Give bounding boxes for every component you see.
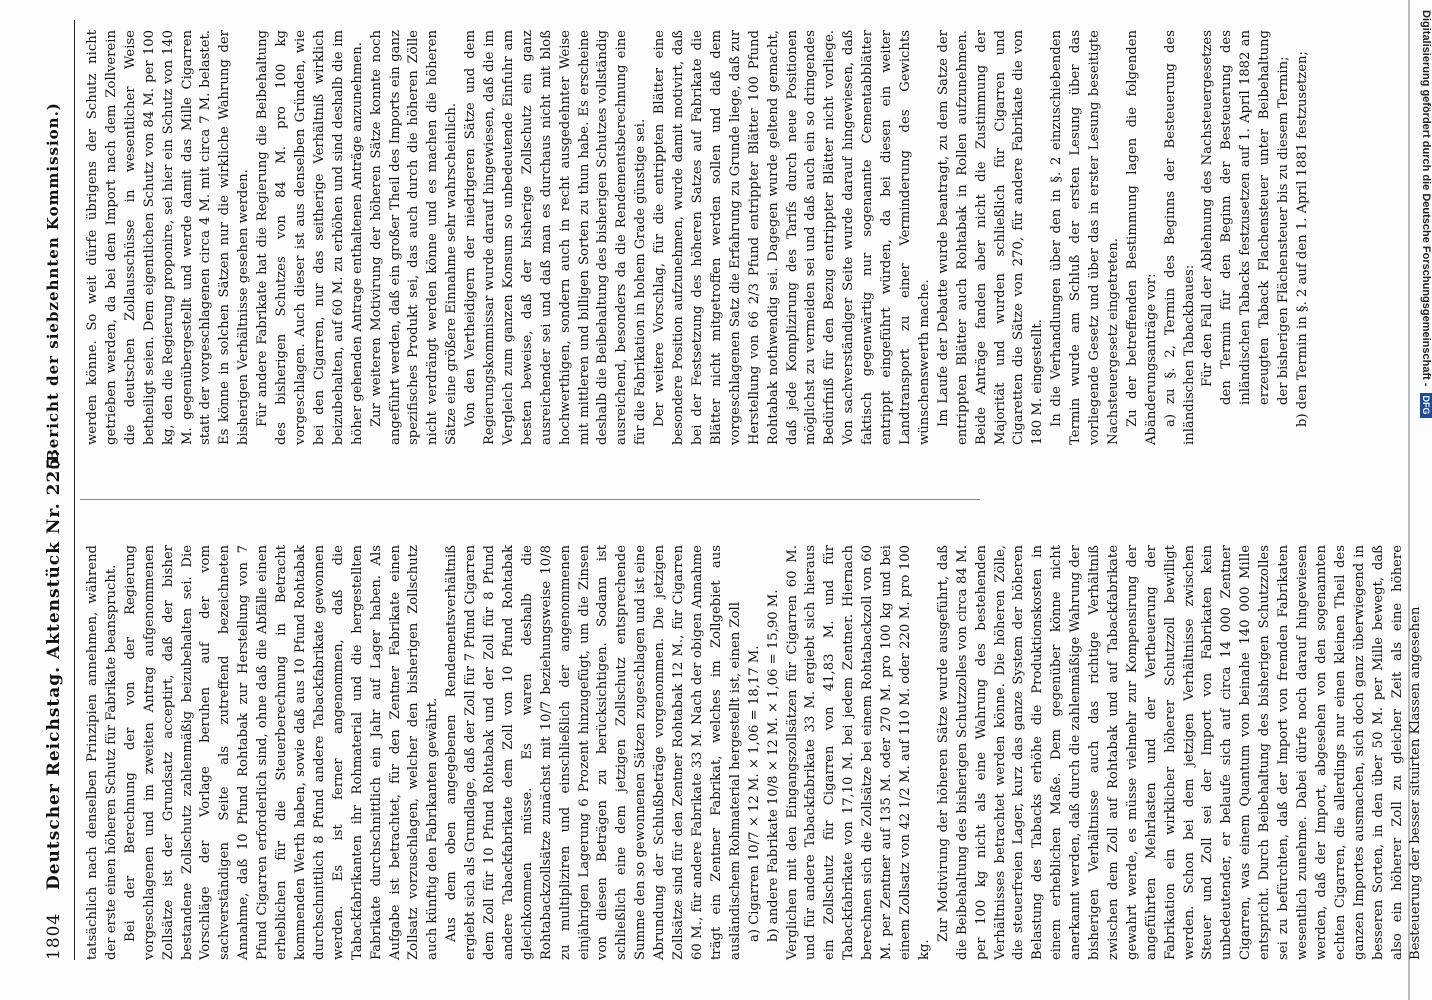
list-item: b) den Termin in §. 2 auf den 1. April 1881 festzusetzen; bbox=[1295, 51, 1310, 427]
right-column bbox=[84, 30, 1313, 445]
paragraph: werden könne. So weit dürfe übrigens der Schutz nicht getrieben werden, da bei dem Import nach dem Zollverein die deutschen Zollausschüsse in wesentlicher Weise betheiligt seien. Dem eigentlichen Schutz von 84 M. per 100 kg, den die Regierung proponire, sei hier ein Schutz von 140 M. gegenübergestellt und werde damit das Mille Cigarren statt der vorgeschlagenen circa 4 M. mit circa 7 M. belastet. Es könne in solchen Sätzen nur die wirkliche Wahrung der bisherigen Verhältnisse gesehen werden. bbox=[85, 30, 252, 445]
formula-line: a) Cigarren 10/7 × 12 M. × 1,06 = 18,17 M. bbox=[746, 645, 762, 942]
header-left-title: Deutscher Reichstag. Aktenstück Nr. 225. bbox=[44, 449, 64, 890]
digitization-footer bbox=[1420, 10, 1432, 418]
paragraph: Bei der Berechnung der von der Regierung vorgeschlagenen und im zweiten Antrag aufgenommenen Zollsätze ist der Grundsatz acceptirt, daß der bisher bestandene Zollschutz zahlenmäßig beizubehalten sei. Die Vorschläge der Vorlage beruhen auf der vom sachverständigen Seite als zutreffend bezeichneten Annahme, daß 10 Pfund Rohtabak zur Herstellung von 7 Pfund Cigarren erforderlich sind, ohne daß die Abfälle einen erheblichen für die Steuerberechnung in Betracht kommenden Werth haben, sowie daß aus 10 Pfund Rohtabak durchschnittlich 8 Pfund andere Tabackfabrikate gewonnen werden. Es ist ferner angenommen, daß die Tabackfabrikanten ihr Rohmaterial und die hergestellten Fabrikate durchschnittlich ein Jahr auf Lager haben. Als Aufgabe ist betrachtet, für den Zentner Fabrikate einen Zollsatz vorzuschlagen, welcher den bisherigen Zollschutz auch künftig den Fabrikanten gewährt. bbox=[122, 545, 441, 960]
page-header bbox=[40, 20, 75, 960]
list-item: Für den Fall der Ablehnung des Nachsteuergesetzes den Termin für den Beginn der Besteuerung des inländischen Tabacks festzusetzen auf 1. April 1882 an erzeugten Taback Flachensteuer unter Beibehaltung der bisherigen Flächensteuer bis zu diesem Termin; bbox=[1200, 30, 1292, 405]
footer-text: Digitalisierung gefördert durch die Deutsche Forschungsgemeinschaft - bbox=[1420, 10, 1432, 387]
header-right-title: (Bericht der siebzehnten Kommission.) bbox=[44, 102, 62, 470]
paragraph: Der weitere Vorschlag, für die entrippten Blätter eine besondere Position aufzunehmen, wurde damit motivirt, daß bei der Festsetzung des höheren Satzes auf Fabrikate die Blätter nicht mitgetroffen werden sollen und daß dem vorgeschlagenen Satz die Erfahrung zu Grunde liege, daß zur Herstellung von 66 2/3 Pfund entrippter Blätter 100 Pfund Rohtabak nothwendig sei. Dagegen wurde geltend gemacht, daß jede Komplizirung des Tarifs durch neue Positionen möglichst zu vermeiden sei und daß auch ein so dringendes Bedürfniß für den Bezug entrippter Blätter nicht vorliege. Von sachverständiger Seite wurde darauf hingewiesen, daß faktisch gegenwärtig nur sogenannte Cementabblätter entrippt eingeführt würden, da bei diesen ein weiter Landtransport zu einer Verminderung des Gewichts wünschenswerth mache. bbox=[652, 30, 932, 445]
formula-line: b) andere Fabrikate 10/8 × 12 M. × 1,06 = 15,90 M. bbox=[765, 589, 781, 942]
page-number: 1804 bbox=[44, 912, 64, 960]
paragraph: Im Laufe der Debatte wurde beantragt, zu dem Satze der entrippten Blätter auch Rohtabak in Rollen aufzunehmen. Beide Anträge fanden aber nicht die Zustimmung der Majorität und wurden schließlich für Cigarren und Cigaretten die Sätze von 270, für andere Fabrikate die von 180 M. eingestellt. bbox=[935, 30, 1046, 445]
paragraph: Von den Vertheidigern der niedrigeren Sätze und dem Regierungskommissar wurde darauf hingewiesen, daß die im Vergleich zum ganzen Konsum so unbedeutende Einfuhr am besten beweise, daß der bisherige Zollschutz ein ganz ausreichender sei und daß man es durchaus nicht mit bloß hochwerthigen, sondern auch in recht ausgedehnter Weise mit mittleren und billigen Sorten zu thun habe. Es erscheine deshalb die Beibehaltung des bisherigen Schutzes vollständig ausreichend, besonders da die Rendementsberechnung eine für die Fabrikation in hohem Grade günstige sei. bbox=[463, 30, 649, 445]
paragraph: Zur weiteren Motivirung der höheren Sätze konnte noch angeführt werden, daß ein großer Theil des Imports ein ganz spezifisches Produkt sei, das auch durch die höheren Zölle nicht verdrängt werden könne und es machen die höheren Sätze eine größere Einnahme sehr wahrscheinlich. bbox=[368, 30, 460, 445]
paragraph: Zu der betreffenden Bestimmung lagen die folgenden Abänderungsanträge vor: bbox=[1124, 30, 1159, 445]
paragraph: Aus dem oben angegebenen Rendementsverhältniß ergiebt sich als Grundlage, daß der Zoll für 7 Pfund Cigarren dem Zoll für 10 Pfund Rohtabak und der Zoll für 8 Pfund andere Tabackfabrikate dem Zoll von 10 Pfund Rohtabak gleichkommen müsse. Es waren deshalb die Rohtabackzollsätze zunächst mit 10/7 beziehungsweise 10/8 zu multipliziren und einschließlich der angenommenen einjährigen Lagerung 6 Prozent hinzugefügt, um die Zinsen von diesen Beträgen zu berücksichtigen. Sodann ist schließlich eine dem jetzigen Zollschutz entsprechende Summe den so gewonnenen Sätzen zugeschlagen und ist eine Abrundung der Schlußbeträge vorgenommen. Die jetzigen Zollsätze sind für den Zentner Rohtabak 12 M., für Cigarren 60 M., für andere Fabrikate 33 M. Nach der obigen Annahme trägt ein Zentner Fabrikat, welches im Zollgebiet aus ausländischem Rohmaterial hergestellt ist, einen Zoll bbox=[444, 544, 743, 960]
paragraph: Zur Motivirung der höheren Sätze wurde ausgeführt, daß die Beibehaltung des bisherigen Schutzzolles von circa 84 M. per 100 kg nicht als eine Wahrung des bestehenden Verhältnisses betrachtet werden könne. Die höheren Zölle, die steuerfreien Lager, kurz das ganze System der höheren Belastung des Tabacks erhöhe die Produktionskosten in einem erheblichen Maße. Dem gegenüber könne nicht anerkannt werden, daß durch die zahlenmäßige Wahrung der bisherigen Verhältnisse auch das richtige Verhältniß zwischen dem Zoll auf Rohtabak und auf Tabackfabrikate gewahrt werde, es müsse vielmehr zur Kompensirung der angeführten Mehrlasten und der Vertheuerung der Fabrikation ein wirklicher höherer Schutzzoll bewilligt werden. Schon bei dem jetzigen Verhältnisse zwischen Steuer und Zoll sei der Import von Fabrikaten kein unbedeutender, er belaufe sich auf circa 14 000 Zentner Cigarren, was einem Quantum von beinahe 140 000 Mille entspricht. Durch Beibehaltung des bisherigen Schutzzolles sei zu befürchten, daß der Import von fremden Fabrikaten wesentlich zunehme. Dabei dürfe noch darauf hingewiesen werden, daß der Import, abgesehen von den sogenannten echten Cigarren, die allerdings nur einen kleinen Theil des ganzen Importes ausmachen, sich doch ganz überwiegend in besseren Sorten, in den über 50 M. per Mille bewegt, daß also ein höherer Zoll zu gleicher Zeit als eine höhere Besteuerung der besser situirten Klassen angesehen bbox=[935, 545, 1424, 960]
rotated-page-content bbox=[40, 20, 1424, 960]
paragraph: Für andere Fabrikate hat die Regierung die Beibehaltung des bisherigen Schutzes von 84 M. pro 100 kg vorgeschlagen. Auch dieser ist aus denselben Gründen, wie bei den Cigarren, nur das seitherige Verhältniß wirklich beizubehalten, auf 60 M. zu erhöhen und sind deshalb die im höher gehenden Antrage enthaltenen Anträge anzunehmen. bbox=[255, 30, 365, 445]
paragraph: tatsächlich nach denselben Prinzipien annehmen, während der erste einen höheren Schutz für Fabrikate beansprucht. bbox=[85, 545, 119, 960]
paragraph: Verglichen mit den Eingangszollsätzen für Cigarren 60 M. und für andere Tabackfabrikate 33 M. ergiebt sich hieraus ein Zollschutz für Cigarren von 41,83 M. und für Tabackfabrikate von 17,10 M. bei jedem Zentner. Hiernach berechnen sich die Zollsätze bei einem Rohtabackzoll von 60 M. per Zentner auf 135 M. oder 270 M. pro 100 kg und bei einem Zollsatz von 42 1/2 M. auf 110 M. oder 220 M. pro 100 kg. bbox=[784, 545, 932, 960]
paragraph: In die Verhandlungen über den in §. 2 einzuschiebenden Termin wurde am Schluß der ersten Lesung über das vorliegende Gesetz und über das in erster Lesung beseitigte Nachsteuergesetz eingetreten. bbox=[1049, 30, 1121, 445]
dfg-logo: DFG bbox=[1420, 393, 1432, 418]
left-column bbox=[84, 545, 1426, 960]
column-divider bbox=[80, 499, 980, 500]
list-item: a) zu §. 2, Termin des Beginns der Besteuerung des inländischen Tabackbaues: bbox=[1162, 30, 1197, 445]
